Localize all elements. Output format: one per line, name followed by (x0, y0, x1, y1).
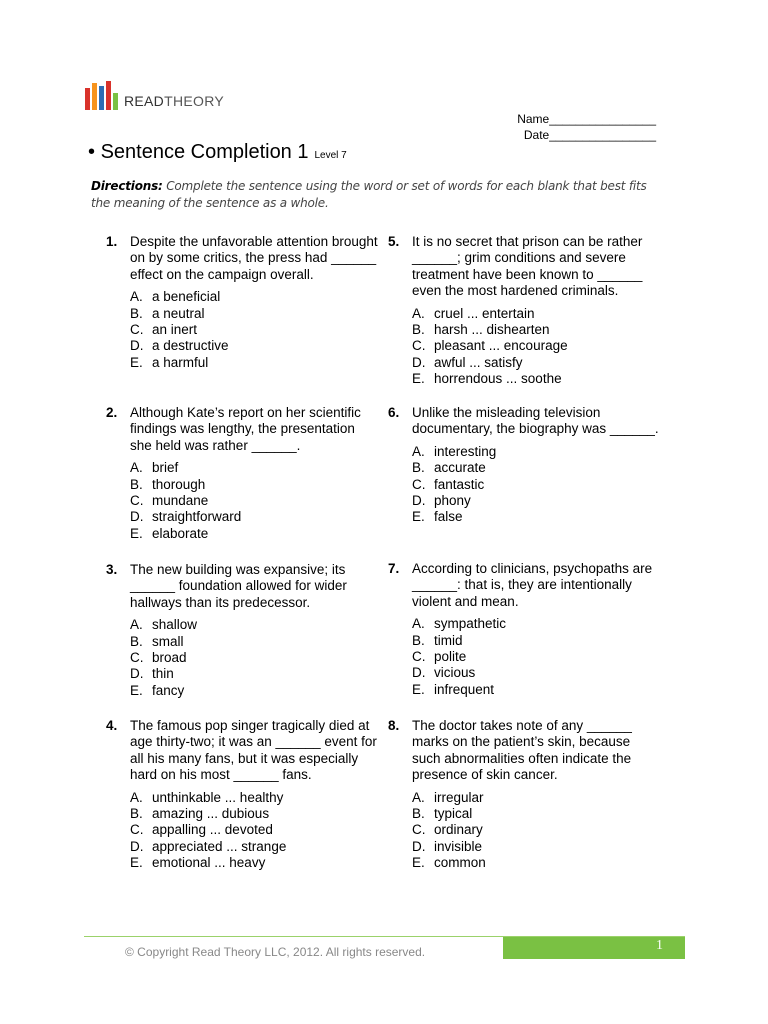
option-d[interactable]: D. vicious (412, 665, 476, 681)
title-bullet: • (88, 141, 96, 163)
level-label: Level 7 (314, 150, 347, 161)
question-8 (388, 718, 662, 872)
option-b[interactable]: B. a neutral (130, 305, 205, 321)
question-number: 7. (388, 561, 400, 576)
answer-options (130, 460, 380, 542)
title-text: Sentence Completion 1 (100, 141, 309, 163)
directions (91, 178, 661, 212)
answer-options (130, 289, 380, 371)
question-stem: Unlike the misleading television documentary, the biography was ______. (412, 405, 659, 437)
option-d[interactable]: D. invisible (412, 838, 483, 854)
directions-label: Directions: (91, 179, 163, 193)
option-a[interactable]: A. brief (130, 460, 179, 476)
option-e[interactable]: E. false (412, 509, 463, 525)
option-e[interactable]: E. fancy (130, 682, 185, 698)
bookshelf-logo-icon (84, 80, 120, 110)
question-2 (106, 405, 380, 542)
option-d[interactable]: D. thin (130, 666, 174, 682)
option-a[interactable]: A. sympathetic (412, 616, 507, 632)
question-7 (388, 561, 662, 698)
option-e[interactable]: E. horrendous ... soothe (412, 371, 562, 387)
copyright-text: © Copyright Read Theory LLC, 2012. All rights reserved. (125, 945, 426, 959)
option-c[interactable]: C. pleasant ... encourage (412, 338, 568, 354)
option-a[interactable]: A. shallow (130, 617, 198, 633)
logo-read: READ (124, 93, 165, 109)
question-number: 5. (388, 234, 400, 249)
answer-options (412, 616, 662, 698)
page-number-box (503, 937, 685, 959)
question-stem: Despite the unfavorable attention brought on by some critics, the press had ______ effect on the campaign overall. (130, 234, 378, 282)
question-number: 3. (106, 562, 118, 577)
option-a[interactable]: A. interesting (412, 443, 497, 459)
question-5 (388, 234, 662, 388)
date-line: Date________________ (523, 128, 656, 142)
option-a[interactable]: A. irregular (412, 789, 484, 805)
question-6 (388, 405, 662, 526)
answer-options (412, 444, 662, 526)
option-c[interactable]: C. appalling ... devoted (130, 822, 273, 838)
question-stem: The new building was expansive; its ______ foundation allowed for wider hallways than its predecessor. (130, 562, 347, 610)
logo-theory: THEORY (164, 93, 224, 109)
page-number: 1 (656, 938, 663, 953)
option-a[interactable]: A. cruel ... entertain (412, 305, 535, 321)
answer-options (412, 790, 662, 872)
option-c[interactable]: C. an inert (130, 322, 198, 338)
option-b[interactable]: B. typical (412, 806, 473, 822)
page-title (88, 141, 347, 164)
answer-options (130, 790, 380, 872)
option-c[interactable]: C. ordinary (412, 822, 483, 838)
option-b[interactable]: B. amazing ... dubious (130, 806, 270, 822)
option-c[interactable]: C. polite (412, 649, 467, 665)
option-b[interactable]: B. small (130, 633, 184, 649)
option-c[interactable]: C. fantastic (412, 476, 485, 492)
option-a[interactable]: A. unthinkable ... healthy (130, 789, 284, 805)
answer-options (412, 306, 662, 388)
option-e[interactable]: E. infrequent (412, 681, 495, 697)
question-stem: The doctor takes note of any ______ marks on the patient’s skin, because such abnormalities often indicate the presence of skin cancer. (412, 718, 632, 783)
option-c[interactable]: C. mundane (130, 493, 209, 509)
question-number: 6. (388, 405, 400, 420)
question-number: 1. (106, 234, 118, 249)
option-d[interactable]: D. a destructive (130, 338, 229, 354)
name-date-fields (517, 111, 656, 143)
question-3 (106, 562, 380, 699)
option-b[interactable]: B. accurate (412, 460, 486, 476)
question-number: 4. (106, 718, 118, 733)
question-number: 2. (106, 405, 118, 420)
logo-wordmark (124, 93, 224, 109)
question-stem: It is no secret that prison can be rather ______; grim conditions and severe treatment have been known to ______ even the most hardened criminals. (412, 234, 643, 299)
option-d[interactable]: D. awful ... satisfy (412, 354, 523, 370)
option-e[interactable]: E. emotional ... heavy (130, 855, 266, 871)
question-number: 8. (388, 718, 400, 733)
question-stem: The famous pop singer tragically died at age thirty-two; it was an ______ event for all his many fans, but it was especially hard on his most ______ fans. (130, 718, 377, 783)
option-e[interactable]: E. elaborate (130, 525, 209, 541)
option-e[interactable]: E. a harmful (130, 354, 209, 370)
question-stem: Although Kate’s report on her scientific findings was lengthy, the presentation she held was rather ______. (130, 405, 361, 453)
directions-text: Complete the sentence using the word or set of words for each blank that best fits the meaning of the sentence as a whole. (91, 179, 647, 210)
name-line: Name________________ (517, 112, 656, 126)
answer-options (130, 617, 380, 699)
option-c[interactable]: C. broad (130, 650, 187, 666)
option-d[interactable]: D. straightforward (130, 509, 242, 525)
option-e[interactable]: E. common (412, 855, 486, 871)
question-4 (106, 718, 380, 872)
option-d[interactable]: D. phony (412, 493, 471, 509)
option-a[interactable]: A. a beneficial (130, 289, 221, 305)
option-d[interactable]: D. appreciated ... strange (130, 838, 287, 854)
question-1 (106, 234, 380, 371)
option-b[interactable]: B. thorough (130, 476, 206, 492)
option-b[interactable]: B. timid (412, 632, 463, 648)
option-b[interactable]: B. harsh ... dishearten (412, 322, 550, 338)
question-stem: According to clinicians, psychopaths are ______: that is, they are intentionally violent and mean. (412, 561, 653, 609)
